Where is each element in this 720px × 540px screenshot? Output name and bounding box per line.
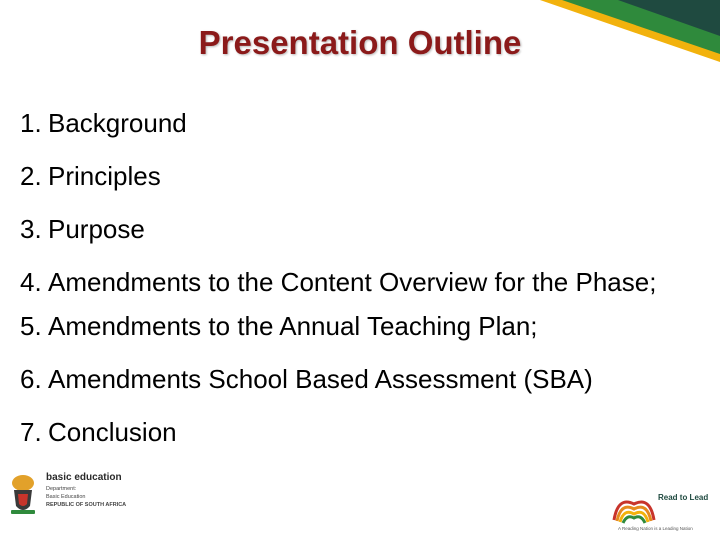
outline-item (20, 360, 700, 398)
outline-item (20, 307, 700, 345)
gov-logo-line2: Basic Education (46, 494, 86, 500)
slide-title: Presentation Outline (198, 24, 522, 61)
outline-item-text: Amendments to the Content Overview for the Phase; (48, 267, 657, 297)
outline-item-number: 6. (20, 364, 42, 394)
outline-item-text: Amendments to the Annual Teaching Plan; (48, 311, 538, 341)
outline-item-number: 4. (20, 267, 42, 297)
outline-item-number: 3. (20, 214, 42, 244)
outline-item-text: Amendments School Based Assessment (SBA) (48, 364, 593, 394)
outline-item (20, 413, 700, 451)
outline-item (20, 263, 700, 301)
outline-item-text: Conclusion (48, 417, 177, 447)
gov-logo-line3: REPUBLIC OF SOUTH AFRICA (46, 502, 127, 508)
outline-item-number: 1. (20, 108, 42, 138)
open-book-icon (612, 490, 656, 524)
gov-logo-line1: Department: (46, 486, 77, 492)
coat-of-arms-icon (6, 470, 40, 518)
outline-item (20, 210, 700, 248)
outline-item (20, 157, 700, 195)
outline-item-text: Principles (48, 161, 161, 191)
read-to-lead-tagline: A Reading Nation is a Leading Nation (618, 526, 693, 531)
outline-item (20, 104, 700, 142)
outline-item-text: Background (48, 108, 187, 138)
read-to-lead-logo (612, 490, 716, 536)
outline-item-number: 5. (20, 311, 42, 341)
outline-list (20, 104, 700, 466)
outline-item-text: Purpose (48, 214, 145, 244)
outline-item-number: 2. (20, 161, 42, 191)
read-to-lead-heading: Read to Lead (658, 493, 709, 502)
outline-item-number: 7. (20, 417, 42, 447)
gov-logo-brand: basic education (46, 472, 122, 483)
basic-education-logo (6, 464, 166, 536)
